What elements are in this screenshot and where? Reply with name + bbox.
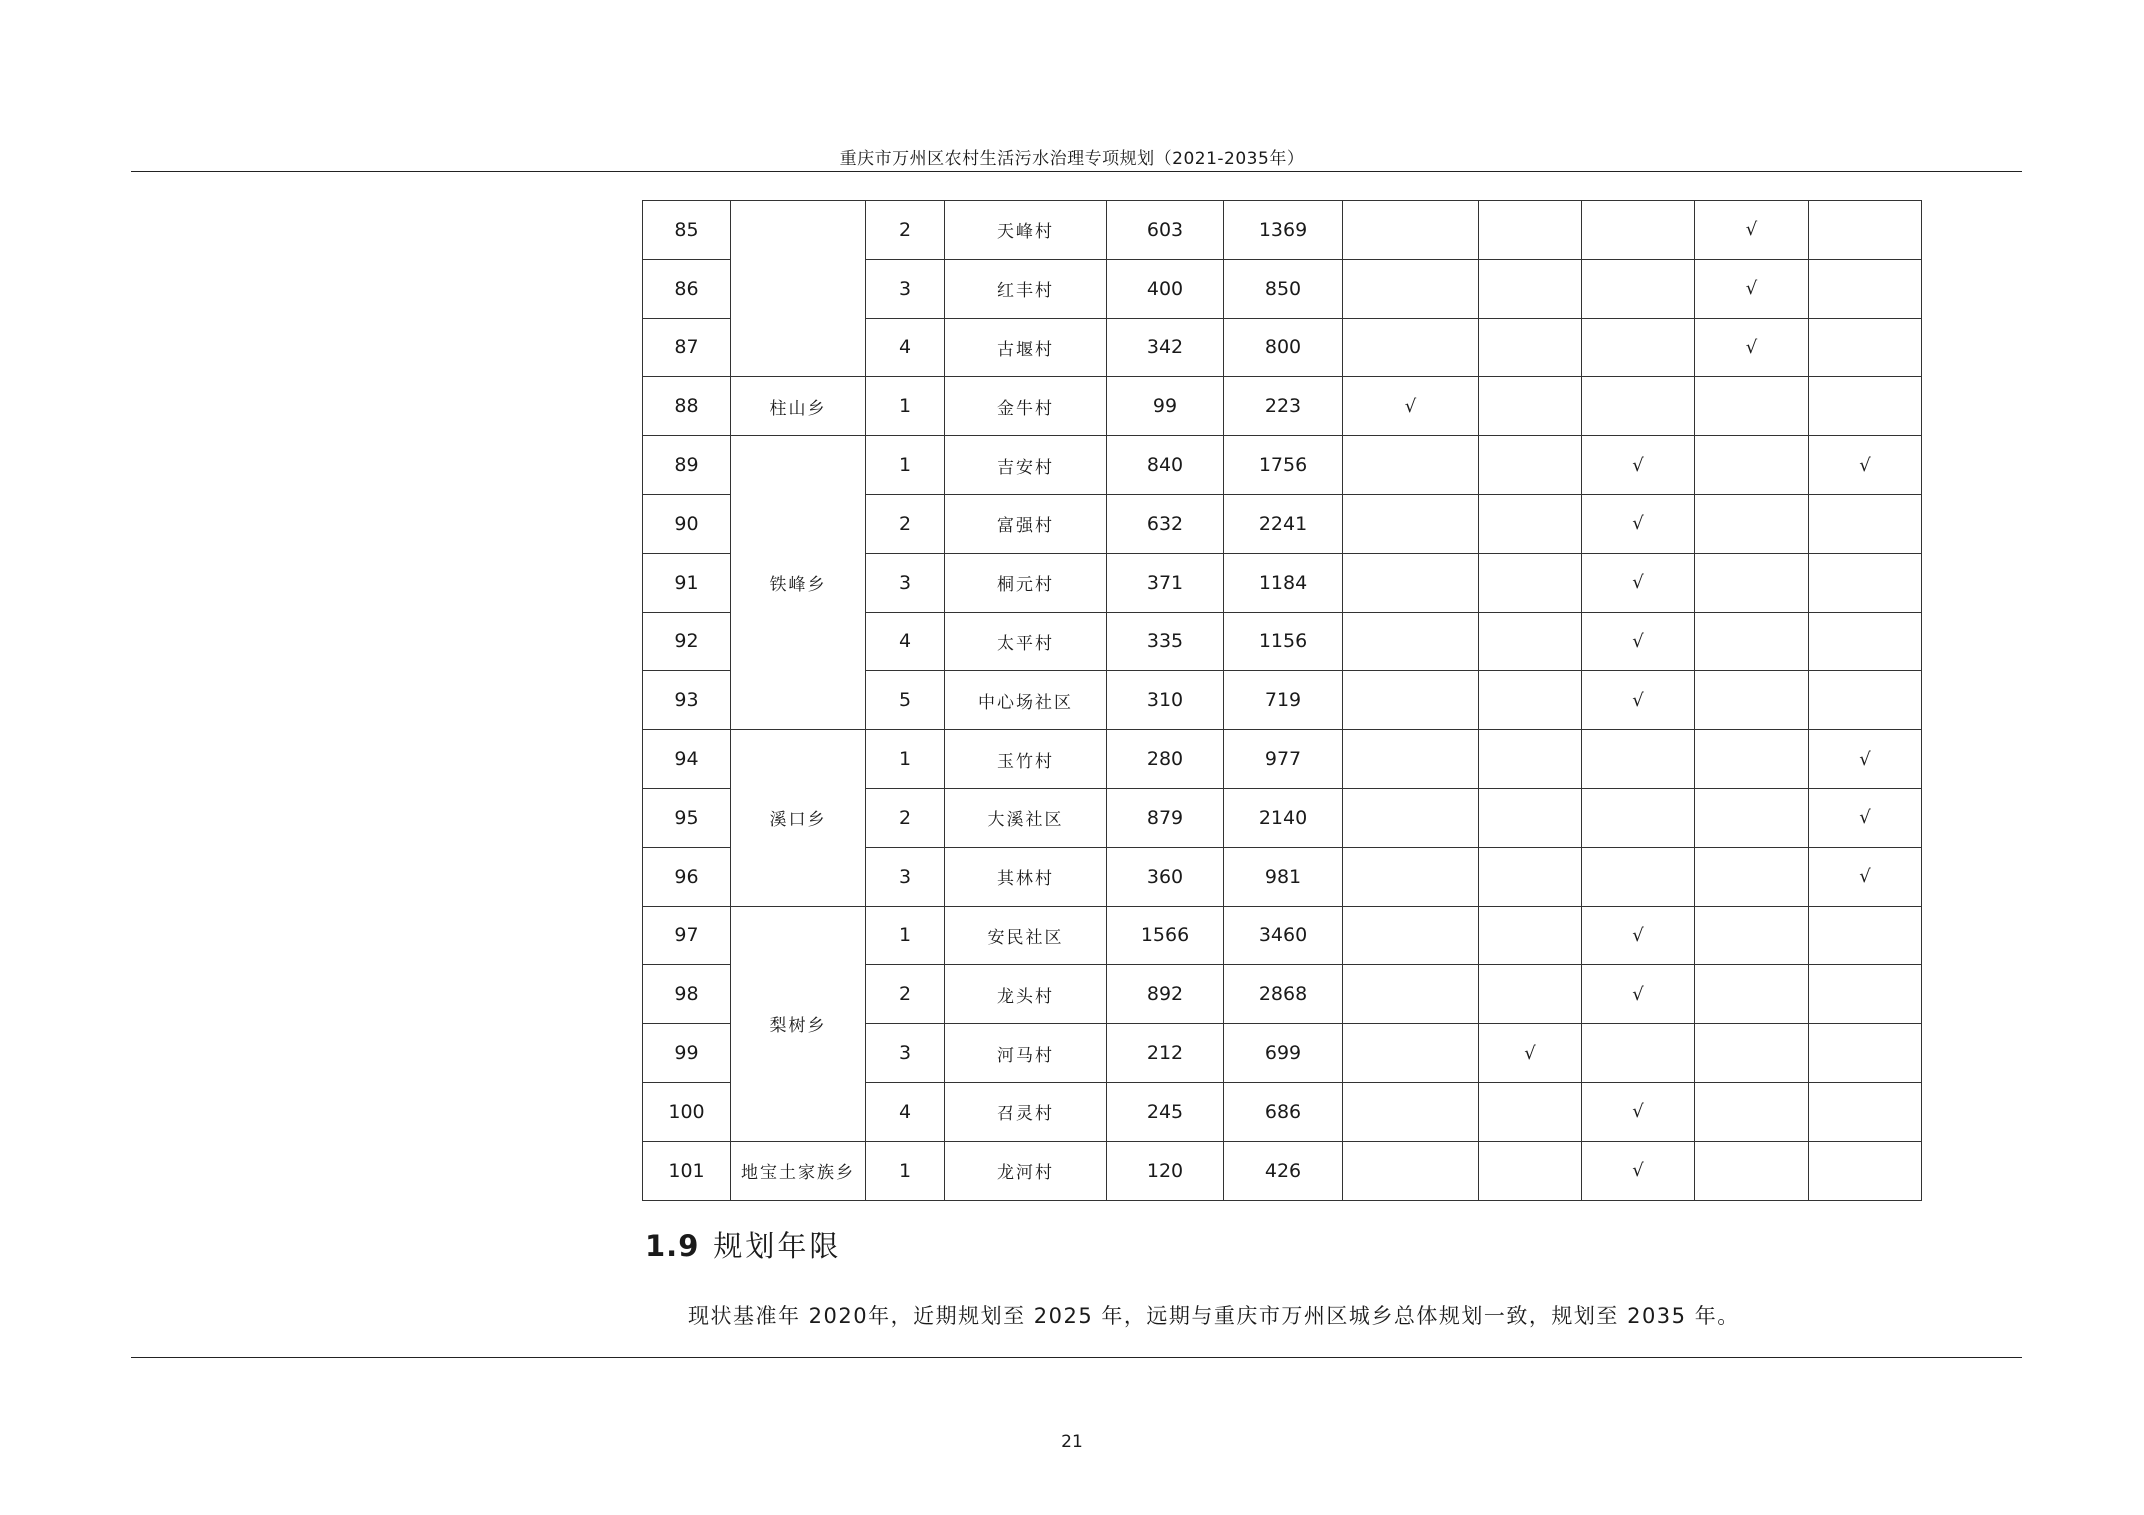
mode-check-cell — [1809, 671, 1922, 730]
mode-check-cell — [1343, 965, 1479, 1024]
sub-number-cell: 1 — [866, 377, 945, 436]
mode-check-cell: √ — [1582, 906, 1695, 965]
table-row — [643, 906, 1922, 965]
village-name-cell: 玉竹村 — [945, 730, 1107, 789]
mode-check-cell — [1479, 965, 1582, 1024]
mode-check-cell — [1695, 1082, 1809, 1141]
village-name-cell: 古堰村 — [945, 318, 1107, 377]
mode-check-cell — [1809, 1082, 1922, 1141]
sub-number-cell: 2 — [866, 201, 945, 260]
row-number-cell: 88 — [643, 377, 731, 436]
mode-check-cell: √ — [1582, 1141, 1695, 1200]
sub-number-cell: 2 — [866, 494, 945, 553]
village-name-cell: 红丰村 — [945, 259, 1107, 318]
mode-check-cell — [1343, 1141, 1479, 1200]
village-name-cell: 召灵村 — [945, 1082, 1107, 1141]
row-number-cell: 98 — [643, 965, 731, 1024]
mode-check-cell — [1479, 788, 1582, 847]
mode-check-cell — [1343, 494, 1479, 553]
village-name-cell: 天峰村 — [945, 201, 1107, 260]
households-cell: 245 — [1107, 1082, 1224, 1141]
mode-check-cell — [1809, 906, 1922, 965]
households-cell: 310 — [1107, 671, 1224, 730]
population-cell: 699 — [1224, 1024, 1343, 1083]
table-row — [643, 201, 1922, 260]
mode-check-cell — [1695, 847, 1809, 906]
mode-check-cell — [1809, 1141, 1922, 1200]
row-number-cell: 90 — [643, 494, 731, 553]
mode-check-cell — [1343, 436, 1479, 495]
population-cell: 1756 — [1224, 436, 1343, 495]
table-row — [643, 436, 1922, 495]
village-name-cell: 中心场社区 — [945, 671, 1107, 730]
population-cell: 719 — [1224, 671, 1343, 730]
village-name-cell: 安民社区 — [945, 906, 1107, 965]
mode-check-cell — [1695, 553, 1809, 612]
mode-check-cell — [1479, 612, 1582, 671]
mode-check-cell — [1695, 965, 1809, 1024]
village-name-cell: 太平村 — [945, 612, 1107, 671]
mode-check-cell — [1582, 201, 1695, 260]
mode-check-cell — [1343, 1024, 1479, 1083]
table-row — [643, 1141, 1922, 1200]
sub-number-cell: 4 — [866, 612, 945, 671]
population-cell: 3460 — [1224, 906, 1343, 965]
township-cell: 柱山乡 — [731, 377, 866, 436]
mode-check-cell — [1582, 259, 1695, 318]
population-cell: 977 — [1224, 730, 1343, 789]
table-row — [643, 730, 1922, 789]
mode-check-cell — [1479, 671, 1582, 730]
village-name-cell: 河马村 — [945, 1024, 1107, 1083]
mode-check-cell — [1582, 1024, 1695, 1083]
row-number-cell: 89 — [643, 436, 731, 495]
mode-check-cell — [1582, 730, 1695, 789]
township-cell: 梨树乡 — [731, 906, 866, 1141]
mode-check-cell — [1479, 436, 1582, 495]
row-number-cell: 86 — [643, 259, 731, 318]
mode-check-cell — [1582, 318, 1695, 377]
households-cell: 280 — [1107, 730, 1224, 789]
mode-check-cell — [1809, 259, 1922, 318]
sub-number-cell: 2 — [866, 965, 945, 1024]
row-number-cell: 91 — [643, 553, 731, 612]
mode-check-cell — [1479, 730, 1582, 789]
mode-check-cell — [1809, 494, 1922, 553]
mode-check-cell: √ — [1582, 671, 1695, 730]
mode-check-cell: √ — [1479, 1024, 1582, 1083]
mode-check-cell — [1695, 1141, 1809, 1200]
households-cell: 360 — [1107, 847, 1224, 906]
mode-check-cell — [1809, 377, 1922, 436]
population-cell: 223 — [1224, 377, 1343, 436]
households-cell: 603 — [1107, 201, 1224, 260]
row-number-cell: 94 — [643, 730, 731, 789]
village-name-cell: 富强村 — [945, 494, 1107, 553]
row-number-cell: 100 — [643, 1082, 731, 1141]
mode-check-cell — [1343, 671, 1479, 730]
sub-number-cell: 1 — [866, 436, 945, 495]
sub-number-cell: 3 — [866, 259, 945, 318]
population-cell: 800 — [1224, 318, 1343, 377]
mode-check-cell — [1809, 1024, 1922, 1083]
table-row — [643, 377, 1922, 436]
population-cell: 1369 — [1224, 201, 1343, 260]
mode-check-cell — [1695, 436, 1809, 495]
mode-check-cell — [1695, 377, 1809, 436]
mode-check-cell — [1343, 788, 1479, 847]
population-cell: 850 — [1224, 259, 1343, 318]
households-cell: 335 — [1107, 612, 1224, 671]
households-cell: 371 — [1107, 553, 1224, 612]
row-number-cell: 85 — [643, 201, 731, 260]
population-cell: 1184 — [1224, 553, 1343, 612]
mode-check-cell — [1582, 377, 1695, 436]
running-header: 重庆市万州区农村生活污水治理专项规划（2021-2035年） — [839, 149, 1305, 169]
section-paragraph: 现状基准年 2020年，近期规划至 2025 年，远期与重庆市万州区城乡总体规划一致，规划至 2035 年。 — [688, 1304, 1740, 1328]
population-cell: 2140 — [1224, 788, 1343, 847]
mode-check-cell — [1479, 1141, 1582, 1200]
row-number-cell: 87 — [643, 318, 731, 377]
mode-check-cell — [1479, 847, 1582, 906]
mode-check-cell: √ — [1582, 436, 1695, 495]
households-cell: 632 — [1107, 494, 1224, 553]
mode-check-cell: √ — [1343, 377, 1479, 436]
mode-check-cell — [1479, 553, 1582, 612]
households-cell: 879 — [1107, 788, 1224, 847]
table-body — [643, 201, 1922, 1201]
mode-check-cell: √ — [1695, 201, 1809, 260]
mode-check-cell — [1343, 553, 1479, 612]
village-name-cell: 龙河村 — [945, 1141, 1107, 1200]
row-number-cell: 93 — [643, 671, 731, 730]
population-cell: 426 — [1224, 1141, 1343, 1200]
mode-check-cell — [1695, 494, 1809, 553]
mode-check-cell — [1479, 318, 1582, 377]
mode-check-cell — [1479, 906, 1582, 965]
village-name-cell: 其林村 — [945, 847, 1107, 906]
mode-check-cell — [1695, 1024, 1809, 1083]
mode-check-cell: √ — [1809, 730, 1922, 789]
sub-number-cell: 2 — [866, 788, 945, 847]
households-cell: 892 — [1107, 965, 1224, 1024]
sub-number-cell: 1 — [866, 730, 945, 789]
mode-check-cell — [1809, 553, 1922, 612]
households-cell: 840 — [1107, 436, 1224, 495]
households-cell: 1566 — [1107, 906, 1224, 965]
mode-check-cell — [1695, 730, 1809, 789]
mode-check-cell — [1479, 377, 1582, 436]
mode-check-cell — [1343, 1082, 1479, 1141]
mode-check-cell — [1343, 259, 1479, 318]
row-number-cell: 97 — [643, 906, 731, 965]
village-name-cell: 金牛村 — [945, 377, 1107, 436]
sub-number-cell: 5 — [866, 671, 945, 730]
row-number-cell: 95 — [643, 788, 731, 847]
footer-rule — [131, 1357, 2022, 1358]
mode-check-cell — [1695, 906, 1809, 965]
township-cell: 溪口乡 — [731, 730, 866, 906]
mode-check-cell — [1343, 730, 1479, 789]
mode-check-cell — [1809, 612, 1922, 671]
page-number: 21 — [1061, 1432, 1083, 1452]
mode-check-cell — [1695, 612, 1809, 671]
mode-check-cell — [1479, 494, 1582, 553]
mode-check-cell — [1479, 259, 1582, 318]
mode-check-cell: √ — [1582, 553, 1695, 612]
village-table — [642, 200, 1922, 1201]
mode-check-cell: √ — [1582, 965, 1695, 1024]
row-number-cell: 92 — [643, 612, 731, 671]
sub-number-cell: 4 — [866, 1082, 945, 1141]
mode-check-cell: √ — [1809, 436, 1922, 495]
population-cell: 2241 — [1224, 494, 1343, 553]
mode-check-cell: √ — [1809, 847, 1922, 906]
mode-check-cell — [1479, 201, 1582, 260]
header-rule — [131, 171, 2022, 172]
mode-check-cell: √ — [1582, 494, 1695, 553]
township-cell: 铁峰乡 — [731, 436, 866, 730]
sub-number-cell: 1 — [866, 1141, 945, 1200]
section-number: 1.9 — [645, 1229, 700, 1263]
population-cell: 1156 — [1224, 612, 1343, 671]
population-cell: 2868 — [1224, 965, 1343, 1024]
households-cell: 342 — [1107, 318, 1224, 377]
village-name-cell: 桐元村 — [945, 553, 1107, 612]
mode-check-cell: √ — [1809, 788, 1922, 847]
section-title: 规划年限 — [713, 1229, 842, 1263]
mode-check-cell — [1582, 788, 1695, 847]
section-heading — [645, 1224, 841, 1265]
mode-check-cell — [1695, 671, 1809, 730]
sub-number-cell: 1 — [866, 906, 945, 965]
sub-number-cell: 4 — [866, 318, 945, 377]
mode-check-cell — [1695, 788, 1809, 847]
households-cell: 400 — [1107, 259, 1224, 318]
village-name-cell: 吉安村 — [945, 436, 1107, 495]
mode-check-cell: √ — [1582, 1082, 1695, 1141]
row-number-cell: 101 — [643, 1141, 731, 1200]
sub-number-cell: 3 — [866, 1024, 945, 1083]
sub-number-cell: 3 — [866, 553, 945, 612]
mode-check-cell — [1343, 612, 1479, 671]
mode-check-cell — [1343, 201, 1479, 260]
households-cell: 99 — [1107, 377, 1224, 436]
mode-check-cell — [1343, 906, 1479, 965]
sub-number-cell: 3 — [866, 847, 945, 906]
mode-check-cell — [1343, 318, 1479, 377]
village-name-cell: 大溪社区 — [945, 788, 1107, 847]
mode-check-cell: √ — [1582, 612, 1695, 671]
population-cell: 981 — [1224, 847, 1343, 906]
mode-check-cell — [1809, 318, 1922, 377]
mode-check-cell — [1809, 201, 1922, 260]
mode-check-cell: √ — [1695, 318, 1809, 377]
households-cell: 120 — [1107, 1141, 1224, 1200]
population-cell: 686 — [1224, 1082, 1343, 1141]
mode-check-cell — [1479, 1082, 1582, 1141]
township-cell — [731, 201, 866, 377]
row-number-cell: 99 — [643, 1024, 731, 1083]
mode-check-cell — [1582, 847, 1695, 906]
mode-check-cell — [1809, 965, 1922, 1024]
village-name-cell: 龙头村 — [945, 965, 1107, 1024]
mode-check-cell: √ — [1695, 259, 1809, 318]
township-cell: 地宝土家族乡 — [731, 1141, 866, 1200]
households-cell: 212 — [1107, 1024, 1224, 1083]
row-number-cell: 96 — [643, 847, 731, 906]
mode-check-cell — [1343, 847, 1479, 906]
